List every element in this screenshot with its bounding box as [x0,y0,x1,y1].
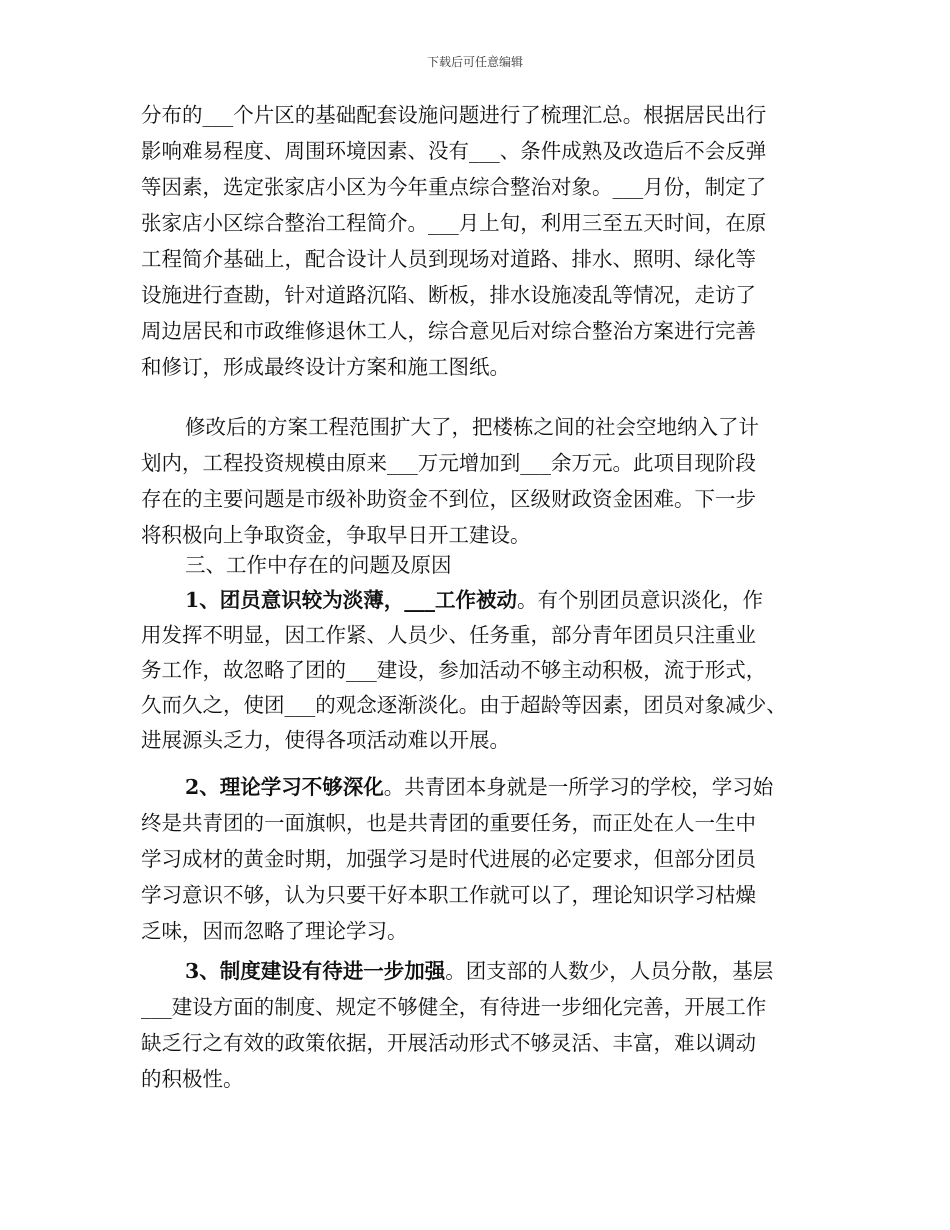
line-text: 乏味，因而忽略了理论学习。 [141,919,408,943]
text-line [185,768,773,806]
line-text: 和修订，形成最终设计方案和施工图纸。 [141,355,510,379]
text-line [141,876,756,914]
line-text: 存在的主要问题是市级补助资金不到位，区级财政资金困难。下一步 [141,487,756,511]
line-text: 等因素，选定张家店小区为今年重点综合整治对象。___月份，制定了 [141,175,767,199]
text-line [141,276,756,314]
line-text: 设施进行查勘，针对道路沉陷、断板，排水设施凌乱等情况，走访了 [141,283,756,307]
text-line [141,204,766,242]
line-text: 学习成材的黄金时期，加强学习是时代进展的必定要求，但部分团员 [141,847,756,871]
bold-heading-text: 3、制度建设有待进一步加强 [185,959,446,983]
line-text: 久而久之，使团___的观念逐渐淡化。由于超龄等因素，团员对象减少、 [141,693,787,717]
line-text: 影响难易程度、周围环境因素、没有___、条件成熟及改造后不会反弹 [141,139,767,163]
header-note: 下载后可任意编辑 [426,55,523,69]
text-line [141,168,766,206]
line-text: 张家店小区综合整治工程简介。___月上旬，利用三至五天时间，在原 [141,211,767,235]
text-line [141,312,756,350]
text-line [141,912,408,950]
text-line [141,804,756,842]
line-text: 修改后的方案工程范围扩大了，把楼栋之间的社会空地纳入了计 [185,415,759,439]
text-line [141,480,756,518]
text-line [141,651,766,689]
line-text: 学习意识不够，认为只要干好本职工作就可以了，理论知识学习枯燥 [141,883,756,907]
line-text: 将积极向上争取资金，争取早日开工建设。 [141,523,531,547]
line-text: 。共青团本身就是一所学习的学校，学习始 [383,775,774,799]
line-text: 用发挥不明显，因工作紧、人员少、任务重，部分青年团员只注重业 [141,623,756,647]
line-text: 。有个别团员意识淡化，作 [517,588,764,612]
line-text: 缺乏行之有效的政策依据，开展活动形式不够灵活、丰富，难以调动 [141,1031,756,1055]
text-line [141,240,756,278]
line-text: 分布的___个片区的基础配套设施问题进行了梳理汇总。根据居民出行 [141,103,767,127]
text-line [141,686,787,724]
line-text: 周边居民和市政维修退休工人，综合意见后对综合整治方案进行完善 [141,319,756,343]
text-line [141,348,510,386]
text-line [185,581,763,619]
line-text: 工程简介基础上，配合设计人员到现场对道路、排水、照明、绿化等 [141,247,756,271]
text-line [141,132,766,170]
text-line [141,840,756,878]
line-text: 的积极性。 [141,1067,244,1091]
text-line [185,546,452,584]
bold-heading-text: 2、理论学习不够深化 [185,775,384,799]
line-text: 。团支部的人数少，人员分散，基层 [445,959,774,983]
line-text: 终是共青团的一面旗帜，也是共青团的重要任务，而正处在人一生中 [141,811,756,835]
text-line [141,96,766,134]
line-text: 划内，工程投资规模由原来___万元增加到___余万元。此项目现阶段 [141,451,756,475]
text-line [141,988,766,1026]
text-line [141,616,756,654]
text-line [141,1024,756,1062]
text-line [185,952,773,990]
line-text: ___建设方面的制度、规定不够健全，有待进一步细化完善，开展工作 [141,995,767,1019]
line-text: 三、工作中存在的问题及原因 [185,553,452,577]
text-line [141,721,510,759]
text-line [185,408,759,446]
line-text: 进展源头乏力，使得各项活动难以开展。 [141,728,510,752]
line-text: 务工作，故忽略了团的___建设，参加活动不够主动积极，流于形式， [141,658,767,682]
text-line [141,1060,244,1098]
text-line [141,444,756,482]
bold-heading-text: 1、团员意识较为淡薄，___工作被动 [185,588,518,612]
